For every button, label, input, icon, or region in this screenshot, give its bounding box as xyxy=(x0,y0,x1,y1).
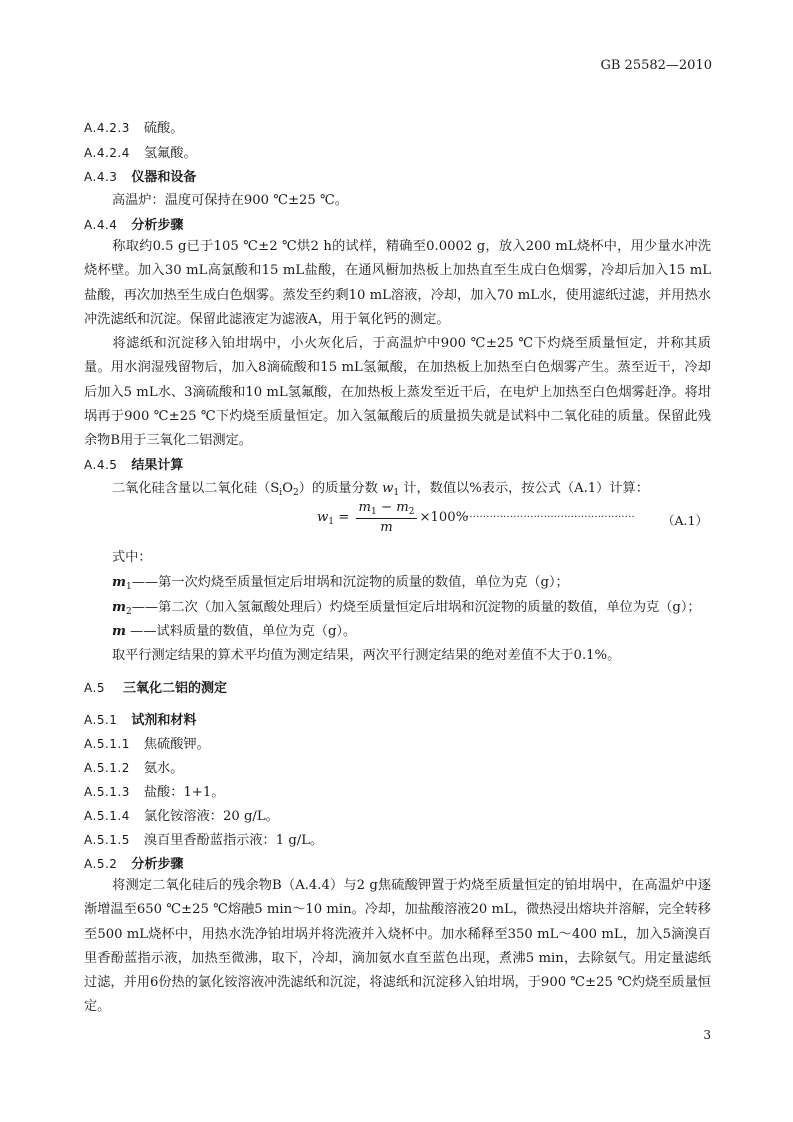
section-title: 结果计算 xyxy=(131,458,184,473)
definition-m1: $m_1——$第一次灼烧至质量恒定后坩埚和沉淀物的质量的数值，单位为克（g）； xyxy=(112,575,569,592)
where-label: 式中： xyxy=(112,550,152,565)
heading-a52 xyxy=(84,854,183,875)
section-number: A.5.2 xyxy=(84,857,118,871)
heading-a445 xyxy=(84,455,183,476)
calculation-intro: 二氧化硅含量以二氧化硅$(S_iO_2)$的质量分数 $w_1$ 计，数值以%表示，按公式（A.1）计算： xyxy=(112,481,649,498)
heading-a51 xyxy=(84,710,196,731)
formula-label: （A.1） xyxy=(662,513,708,528)
paragraph-a52 xyxy=(84,874,711,1020)
standard-code: GB 25582—2010 xyxy=(600,58,712,73)
section-title: 试剂和材料 xyxy=(131,713,197,728)
heading-a443 xyxy=(84,167,196,188)
clause-a511: A.5.1.1 焦硫酸钾。 xyxy=(84,737,210,752)
section-number: A.4.3 xyxy=(84,170,118,184)
page-number: 3 xyxy=(703,1028,711,1042)
heading-a5 xyxy=(84,678,227,699)
section-number: A.5.1 xyxy=(84,713,118,727)
formula-fraction xyxy=(356,500,418,535)
paragraph-text: 将测定二氧化硅后的残余物B（A.4.4）与2 g焦硫酸钾置于灼烧至质量恒定的铂坩埚中，在高温炉中逐渐增温至650 ℃±25 ℃熔融5 min～10 min。冷却，加盐酸溶液20 mL，微热浸出熔块并溶解，完全转移至500 mL烧杯中，用热水洗净铂坩埚并将洗液并入烧杯中。加水稀释至350 mL～400 mL，加入5滴溴百里香酚蓝指示液，加热至微沸，取下，冷却，滴加氨水直至蓝色出现，煮沸5 min，去除氨气。用定量滤纸过滤，并用6份热的氯化铵溶液冲洗滤纸和沉淀，将滤纸和沉淀移入铂坩埚，于900 ℃±25 ℃灼烧至质量恒定。 xyxy=(84,878,711,1015)
formula-numerator: $m_1 - m_2$ xyxy=(356,500,418,519)
clause-number: A.4.2.4 xyxy=(84,146,130,160)
section-number: A.4.5 xyxy=(84,458,118,472)
clause-a514: A.5.1.4 氯化铵溶液：20 g/L。 xyxy=(84,809,279,824)
clause-a423 xyxy=(84,118,183,139)
heading-a444 xyxy=(84,215,183,236)
paragraph-a444-1 xyxy=(84,235,711,332)
formula-denominator: m xyxy=(380,520,393,535)
formula-lhs: w xyxy=(317,510,329,525)
section-title: 分析步骤 xyxy=(131,857,184,872)
section-title: 三氧化二铝的测定 xyxy=(122,681,227,696)
formula-equals: = xyxy=(338,510,350,525)
section-title: 分析步骤 xyxy=(131,218,184,233)
formula-a1: $w_1$ = $\frac{m_1 - m_2}{m}$ ×100% xyxy=(317,500,469,535)
result-note: 取平行测定结果的算术平均值为测定结果，两次平行测定结果的绝对差值不大于0.1%。 xyxy=(112,648,621,663)
definition-m: m ——试料质量的数值，单位为克（g）。 xyxy=(112,624,357,639)
formula-leader-dots: ·················································· xyxy=(466,512,635,523)
paragraph-a444-2 xyxy=(84,332,711,453)
paragraph-text: 称取约0.5 g已于105 ℃±2 ℃烘2 h的试样，精确至0.0002 g，放入200 mL烧杯中，用少量水冲洗烧杯壁。加入30 mL高氯酸和15 mL盐酸，在通风橱加热板上加热直至生成白色烟雾，冷却后加入15 mL盐酸，再次加热至生成白色烟雾。蒸发至约剩10 mL溶液，冷却，加入70 mL水，使用滤纸过滤，并用热水冲洗滤纸和沉淀。保留此滤液定为滤液A，用于氧化钙的测定。 xyxy=(84,239,711,327)
clause-a424 xyxy=(84,143,197,164)
furnace-text: 高温炉：温度可保持在900 ℃±25 ℃。 xyxy=(112,193,348,208)
section-number: A.4.4 xyxy=(84,218,118,232)
clause-a512: A.5.1.2 氨水。 xyxy=(84,761,184,776)
clause-a515: A.5.1.5 溴百里香酚蓝指示液：1 g/L。 xyxy=(84,833,324,848)
formula-tail: ×100% xyxy=(419,510,469,525)
definition-m2: $m_2——$第二次（加入氢氟酸处理后）灼烧至质量恒定后坩埚和沉淀物的质量的数值，单位为克（g）； xyxy=(112,600,701,617)
section-number: A.5 xyxy=(84,681,105,695)
clause-text: 硫酸。 xyxy=(143,121,184,136)
clause-number: A.4.2.3 xyxy=(84,121,130,135)
section-title: 仪器和设备 xyxy=(131,170,197,185)
clause-text: 氢氟酸。 xyxy=(143,146,197,161)
clause-a513: A.5.1.3 盐酸：1+1。 xyxy=(84,785,225,800)
paragraph-text: 将滤纸和沉淀移入铂坩埚中，小火灰化后，于高温炉中900 ℃±25 ℃下灼烧至质量恒定，并称其质量。用水润湿残留物后，加入8滴硫酸和15 mL氢氟酸，在加热板上加热至白色烟雾产生。蒸至近干，冷却后加入5 mL水、3滴硫酸和10 mL氢氟酸，在加热板上蒸发至近干后，在电炉上加热至白色烟雾赶净。将坩埚再于900 ℃±25 ℃下灼烧至质量恒定。加入氢氟酸后的质量损失就是试料中二氧化硅的质量。保留此残余物B用于三氧化二铝测定。 xyxy=(84,336,711,449)
